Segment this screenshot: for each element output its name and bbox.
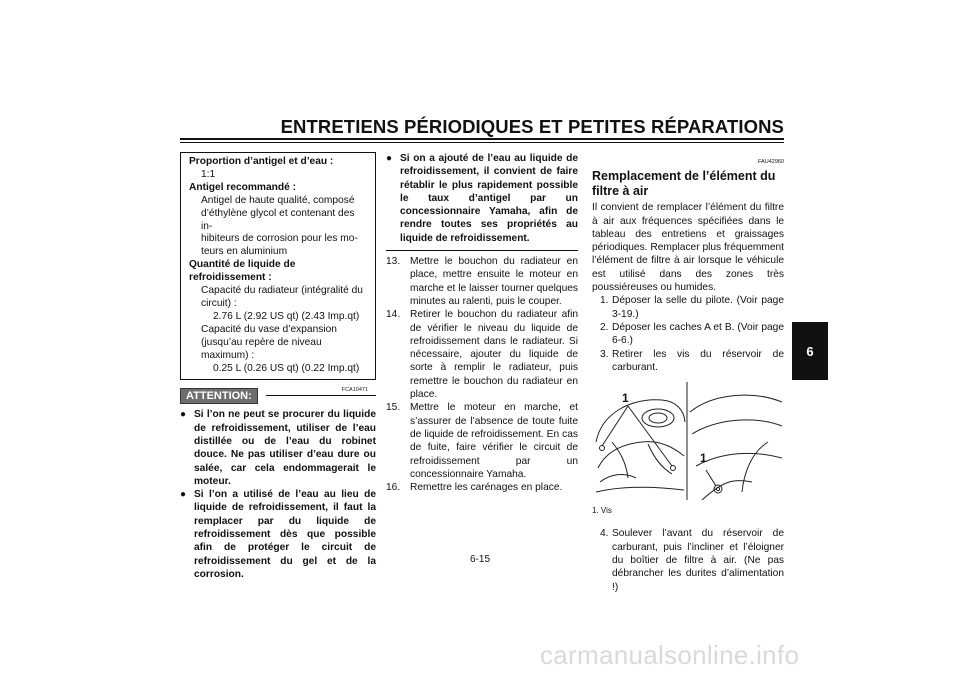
attention-bullet [386,152,578,245]
bullet-text: Si l’on a utilisé de l’eau au lieu de liquide de refroidissement, il faut la remplacer par du liquide de refroidissement dès que possible afin de protéger le circuit de refroidissement du gel et de la corrosion. [194,489,376,580]
attention-bullets-cont [386,152,578,245]
attention-code: FCA10471 [341,387,368,394]
spec-line: (jusqu’au repère de niveau [201,336,322,348]
spec-line: Antigel recommandé : [189,181,296,193]
spec-line: refroidissement : [189,272,272,284]
substeps-list [592,294,784,374]
substep-text: Déposer les caches A et B. (Voir page 6-6.) [612,321,784,347]
bullet-dot-icon: ● [386,153,393,164]
step-item [386,481,578,494]
step-item [386,308,578,401]
step-text: Mettre le moteur en marche, et s’assurer de l’absence de toute fuite de liquide de refroidissement. En cas de fuite, faire vérifier le circuit de refroidissement par un concessionnaire Yamaha. [410,402,578,480]
substep-item [592,527,784,593]
step-number: 13. [386,256,401,268]
substep-item [592,321,784,348]
step-text: Mettre le bouchon du radiateur en place, mettre ensuite le moteur en marche et le laisser tourner quelques minutes au ralenti, puis le couper. [410,256,578,307]
bullet-text: Si l’on ne peut se procurer du liquide de refroidissement, utiliser de l’eau distillée ou de l’eau du robinet douce. Ne pas utiliser d’eau dure ou salée, car cela endommagerait le moteur. [194,409,376,487]
step-item [386,255,578,308]
spec-line: Antigel de haute qualité, composé [201,194,355,206]
substep-text: Déposer la selle du pilote. (Voir page 3-19.) [612,295,784,320]
substep-text: Soulever l’avant du réservoir de carburant, puis l’incliner et l’éloigner du boîtier de filtre à air. (Ne pas débrancher les durites d’alimentation !) [612,528,784,593]
step-number: 16. [386,482,401,494]
substep-number: 2. [600,321,609,333]
spec-box [180,152,376,380]
spec-line: Capacité du vase d’expansion [201,323,337,335]
bullet-dot-icon: ● [180,489,187,501]
figure-callout: 1 [700,451,707,466]
bullet-dot-icon: ● [180,409,187,421]
page-number: 6-15 [469,554,490,565]
step-item [386,401,578,481]
substep-text: Retirer les vis du réservoir de carburant. [612,348,784,373]
substep-number: 3. [600,348,609,360]
section-intro: Il convient de remplacer l’élément du filtre à air aux fréquences spécifiées dans le tableau des entretiens et graissages périodiques. Remplacer plus fréquemment l’élément de filtre à air lorsque le véhicule est utilisé dans des zones très poussiéreuses ou humides. [592,202,784,294]
step-text: Remettre les carénages en place. [410,482,563,494]
section-code: FAU42960 [758,159,784,165]
spec-line: Proportion d’antigel et d’eau : [189,156,334,167]
substep-item [592,294,784,321]
attention-bullets [180,408,376,581]
spec-line: hibiteurs de corrosion pour les mo- [201,233,358,245]
watermark: carmanualsonline.info [540,640,800,670]
page-title: ENTRETIENS PÉRIODIQUES ET PETITES RÉPARATIONS [280,116,784,137]
substep-item [592,348,784,375]
step-text: Retirer le bouchon du radiateur afin de vérifier le niveau du liquide de refroidissement dans le radiateur. Si nécessaire, ajouter du liquide de sorte à remplir le radiateur, puis remettre le bouchon du radiateur en place. [410,309,578,401]
spec-line: 0.25 L (0.26 US qt) (0.22 Imp.qt) [213,362,360,374]
spec-line: maximum) : [201,349,255,361]
attention-bullet [180,488,376,581]
figure-callout: 1 [622,391,629,406]
spec-line: 1:1 [201,168,216,180]
substeps-list-after [592,527,784,593]
chapter-tab[interactable]: 6 [792,322,828,380]
column-left [180,152,376,581]
section-title: Remplacement de l’élément du filtre à air [592,169,776,198]
substep-number: 4. [600,528,609,540]
step-number: 14. [386,309,401,321]
figure-caption: 1. Vis [592,506,612,516]
attention-rule [266,395,376,396]
step-number: 15. [386,402,401,414]
spec-line: 2.76 L (2.92 US qt) (2.43 Imp.qt) [213,310,360,322]
attention-badge: ATTENTION: [180,388,258,404]
spec-line: circuit) : [201,297,237,309]
spec-line: teurs en aluminium [201,246,288,258]
substep-number: 1. [600,295,609,307]
header-rule [180,138,784,143]
attention-bullet [180,408,376,488]
fuel-tank-illustration [592,382,784,500]
spec-line: Quantité de liquide de [189,259,296,271]
column-right [592,152,784,594]
spec-line: Capacité du radiateur (intégralité du [201,285,363,297]
column-middle [386,152,578,494]
attention-header [180,388,376,402]
fuel-tank-figure [592,382,784,500]
attention-end-rule [386,250,578,251]
steps-list [386,255,578,494]
spec-line: d’éthylène glycol et contenant des in- [201,207,355,232]
bullet-text: Si on a ajouté de l’eau au liquide de refroidissement, il convient de faire rétablir le plus rapidement possible le taux d’antigel par un concessionnaire Yamaha, afin de rendre toutes ses propriétés au liquide de refroidissement. [400,153,578,244]
